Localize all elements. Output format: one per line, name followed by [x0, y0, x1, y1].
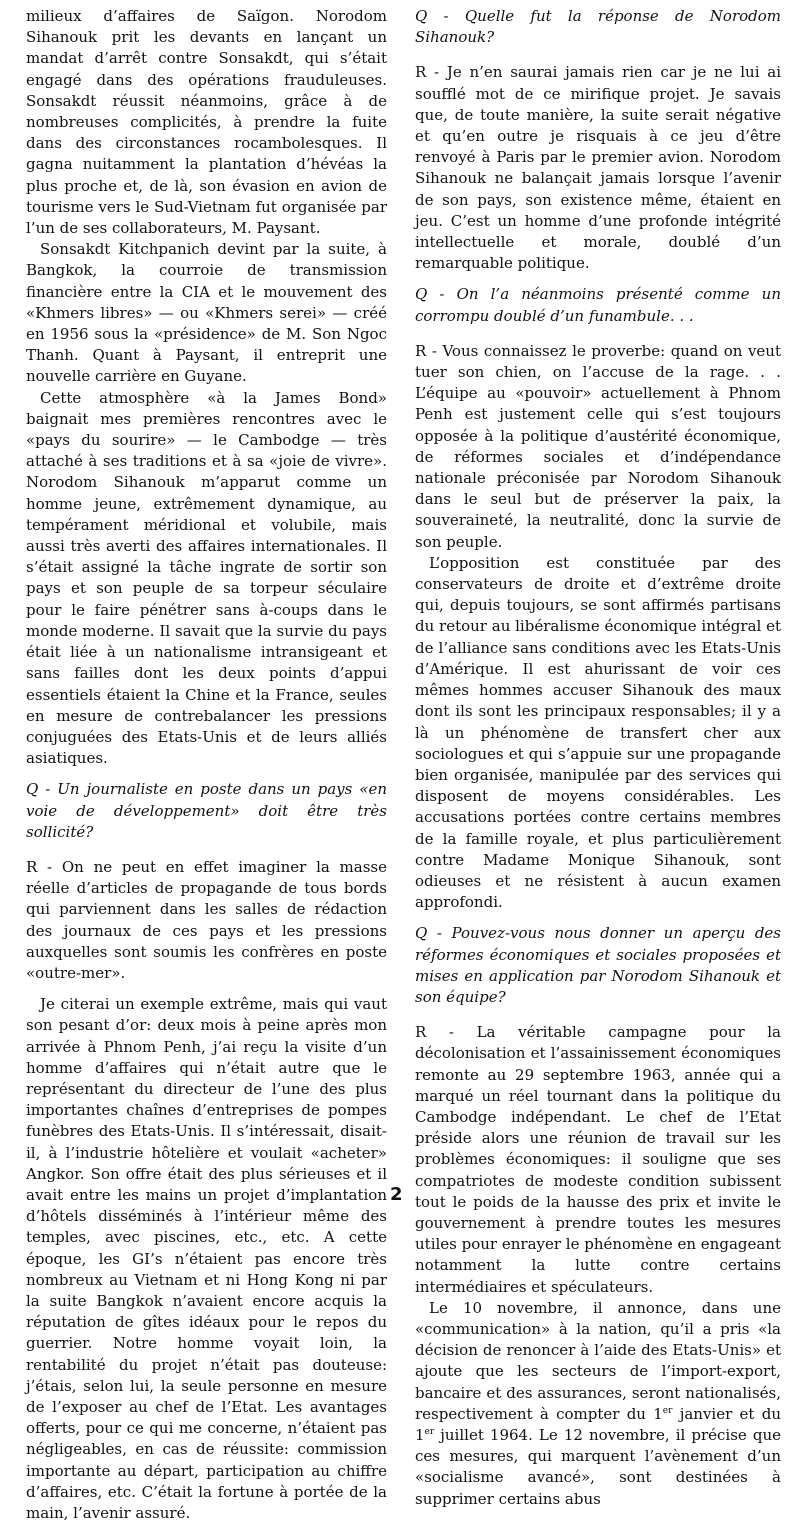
interview-answer: R - Je n’en saurai jamais rien car je ne lui ai soufflé mot de ce mirifique projet. Je savais que, de toute manière, la suite serait négative et qu’en outre je risquais à ce jeu d’être renvoyé à Paris par le premier avion. Norodom Sihanouk ne balançait jamais lorsque l’avenir de son pays, son existence même, étaient en jeu. C’est un homme d’une profonde intégrité intellectuelle et morale, doublé d’un remarquable politique. — [415, 63, 781, 273]
interview-answer: R - On ne peut en effet imaginer la masse réelle d’articles de propagande de tous bords qui parviennent dans les salles de rédaction des journaux de ces pays et les pressions auxquelles sont soumis les confrères en poste «outre-mer». — [26, 857, 387, 982]
superscript: er — [424, 1427, 435, 1437]
right-column — [415, 6, 781, 1510]
page-number: 2 — [390, 1184, 403, 1205]
paragraph-text: Le 10 novembre, il annonce, dans une «communication» à la nation, qu’il a pris «la décision de renoncer à l’aide des Etats-Unis» et ajoute que les secteurs de l’import-export, bancaire et des assurances, seront nationalisés, respectivement à compter du 1 — [415, 1298, 781, 1423]
paragraph-text: janvier et du 1 — [415, 1404, 781, 1444]
interview-question: Q - On l’a néanmoins présenté comme un corrompu doublé d’un funambule. . . — [415, 285, 781, 325]
paragraph-text: juillet 1964. Le 12 novembre, il précise que ces mesures, qui marquent l’avènement d’un «socialisme avancé», sont destinées à supprimer certains abus — [415, 1426, 781, 1508]
interview-question: Q - Quelle fut la réponse de Norodom Sihanouk? — [415, 7, 781, 47]
interview-question: Q - Pouvez-vous nous donner un aperçu des réformes économiques et sociales proposées et mises en application par Norodom Sihanouk et son équipe? — [415, 924, 781, 1006]
paragraph: Je citerai un exemple extrême, mais qui vaut son pesant d’or: deux mois à peine après mon arrivée à Phnom Penh, j’ai reçu la visite d’un homme d’affaires qui n’était autre que le représentant du directeur de l’une des plus importantes chaînes d’entreprises de pompes funèbres des Etats-Unis. Il s’intéressait, disait-il, à l’industrie hôtelière et voulait «acheter» Angkor. Son offre était des plus sérieuses et il avait entre les mains un projet d’implantation d’hôtels disséminés à l’intérieur même des temples, avec piscines, etc., etc. A cette époque, les GI’s n’étaient pas encore très nombreux au Vietnam et ni Hong Kong ni par la suite Bangkok n’avaient encore acquis la réputation de gîtes idéaux pour le repos du guerrier. Notre homme voyait loin, la rentabilité du projet n’était pas douteuse: j’étais, selon lui, la seule personne en mesure de l’exposer au chef de l’Etat. Les avantages offerts, pour ce qui me concerne, n’étaient pas négligeables, en cas de réussite: commission importante au départ, participation au chiffre d’affaires, etc. C’était la fortune à portée de la main, l’avenir assuré. — [26, 995, 387, 1523]
paragraph: L’opposition est constituée par des conservateurs de droite et d’extrême droite qui, depuis toujours, se sont affirmés partisans du retour au libéralisme économique intégral et de l’alliance sans conditions avec les Etats-Unis d’Amérique. Il est ahurissant de voir ces mêmes hommes accuser Sihanouk des maux dont ils sont les principaux responsables; il y a là un phénomène de transfert cher aux sociologues et qui s’appuie sur une propagande bien organisée, manipulée par des services qui disposent de moyens considérables. Les accusations portées contre certains membres de la famille royale, et plus particulièrement contre Madame Monique Sihanouk, sont odieuses et ne résistent à aucun examen approfondi. — [415, 553, 781, 912]
paragraph: Cette atmosphère «à la James Bond» baignait mes premières rencontres avec le «pays du sourire» — le Cambodge — très attaché à ses traditions et à sa «joie de vivre». Norodom Sihanouk m’apparut comme un homme jeune, extrêmement dynamique, au tempérament méridional et volubile, mais aussi très averti des affaires internationales. Il s’était assigné la tâche ingrate de sortir son pays et son peuple de sa torpeur séculaire pour le faire pénétrer sans à-coups dans le monde moderne. Il savait que la survie du pays était liée à un nationalisme intransigeant et sans failles dont les deux points d’appui essentiels étaient la Chine et la France, seules en mesure de contrebalancer les pressions conjuguées des Etats-Unis et de leurs alliés asiatiques. — [26, 388, 387, 768]
paragraph: milieux d’affaires de Saïgon. Norodom Sihanouk prit les devants en lançant un mandat d’arrêt contre Sonsakdt, qui s’était engagé dans des opérations frauduleuses. Sonsakdt réussit néanmoins, grâce à de nombreuses complicités, à prendre la fuite dans des circonstances rocambolesques. Il gagna nuitamment la plantation d’hévéas la plus proche et, de là, son évasion en avion de tourisme vers le Sud-Vietnam fut organisée par l’un de ses collaborateurs, M. Paysant. — [26, 7, 387, 238]
paragraph — [415, 1298, 781, 1510]
interview-answer: R - Vous connaissez le proverbe: quand on veut tuer son chien, on l’accuse de la rage. . . L’équipe au «pouvoir» actuellement à Phnom Penh est justement celle qui s’est toujours opposée à la politique d’austérité économique, de réformes sociales et d’indépendance nationale préconisée par Norodom Sihanouk dans le seul but de préserver la paix, la souveraineté, la neutralité, donc la survie de son peuple. — [415, 341, 781, 551]
paragraph: Sonsakdt Kitchpanich devint par la suite, à Bangkok, la courroie de transmission financière entre la CIA et le mouvement des «Khmers libres» — ou «Khmers serei» — créé en 1956 sous la «présidence» de M. Son Ngoc Thanh. Quant à Paysant, il entreprit une nouvelle carrière en Guyane. — [26, 240, 387, 386]
superscript: er — [662, 1405, 673, 1416]
left-column — [26, 6, 387, 1524]
interview-answer: R - La véritable campagne pour la décolonisation et l’assainissement économiques remonte au 29 septembre 1963, année qui a marqué un réel tournant dans la politique du Cambodge indépendant. Le chef de l’Etat préside alors une réunion de travail sur les problèmes économiques: il souligne que ses compatriotes de modeste condition subissent tout le poids de la hausse des prix et invite le gouvernement à prendre toutes les mesures utiles pour enrayer le phénomène en engageant notamment la lutte contre certains intermédiaires et spéculateurs. — [415, 1023, 781, 1296]
interview-question: Q - Un journaliste en poste dans un pays «en voie de développement» doit être très sollicité? — [26, 780, 387, 841]
